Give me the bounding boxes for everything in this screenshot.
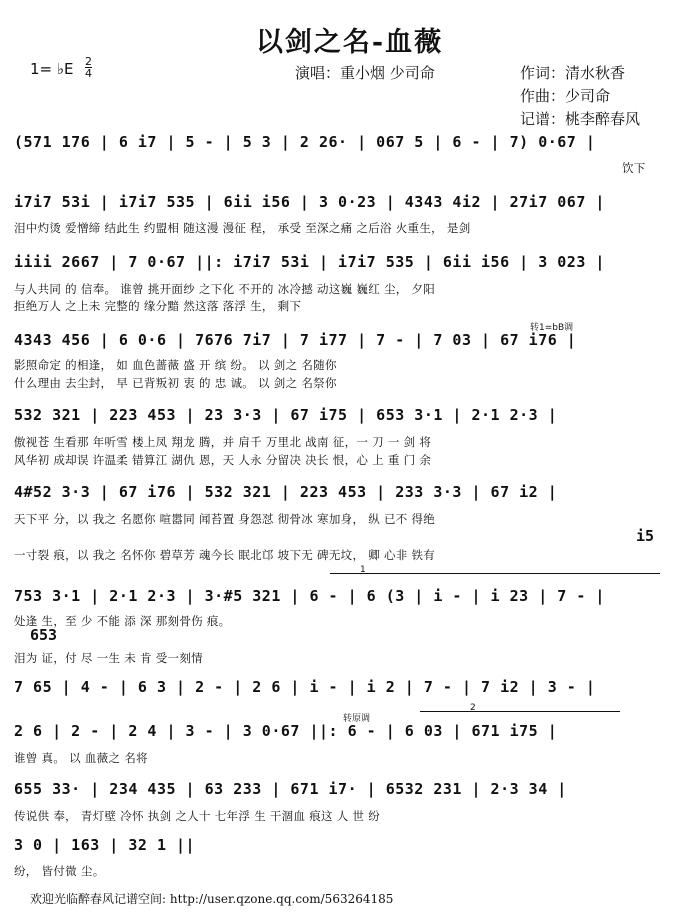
notation-row-9: 2 6 | 2 - | 2 4 | 3 - | 3 0·67 ||: 6 - | 6 03 | 671 i75 | xyxy=(14,722,558,740)
notation-row-6: 4#52 3·3 | 67 i76 | 532 321 | 223 453 | 233 3·3 | 67 i2 | xyxy=(14,483,558,501)
lyric-row-11: 纷， 皆付微 尘。 xyxy=(14,864,105,878)
volta-bracket-2 xyxy=(420,711,620,713)
lyric-row-3a: 与人共同 的 信奉。 谁曾 挑开面纱 之下化 不开的 冰冷撼 动这巍 巍红 尘， 夕阳 xyxy=(14,282,436,296)
alt-notes: i5 xyxy=(636,527,655,545)
modulation-note-1: 转1=bB调 xyxy=(530,323,574,333)
volta-label-1: 1 xyxy=(360,565,366,575)
modulation-note-2: 转原调 xyxy=(343,714,371,724)
notation-row-4: 4343 456 | 6 0·6 | 7676 7i7 | 7 i77 | 7 - | 7 03 | 67 i76 | xyxy=(14,331,577,349)
volta-label-2: 2 xyxy=(470,703,476,713)
footer-credit: 欢迎光临醉春风记谱空间: http://user.qzone.qq.com/563264185 xyxy=(30,892,394,906)
notation-row-3: iiii 2667 | 7 0·67 ||: i7i7 53i | i7i7 535 | 6ii i56 | 3 023 | xyxy=(14,253,605,271)
singers: 演唱：重小烟 少司命 xyxy=(295,64,435,82)
song-title: 以剑之名-血薇 xyxy=(255,27,444,58)
lyric-row-5b: 风华初 成却误 许温柔 错算江 湖仇 恩，天 人永 分留决 决长 恨，心 上 重 门 余 xyxy=(14,453,432,467)
lyric-row-4b: 什么理由 去尘封， 早 已背叛初 衷 的 忠 诚。 以 剑之 名祭你 xyxy=(14,376,337,390)
notation-row-10: 655 33· | 234 435 | 63 233 | 671 i7· | 6532 231 | 2·3 34 | xyxy=(14,780,567,798)
lyricist: 作词：清水秋香 xyxy=(520,64,626,82)
lyric-row-5a: 傲视苍 生看那 年听雪 楼上凤 翔龙 腾，并 肩千 万里北 战南 征，一 刀 一 剑 将 xyxy=(14,435,432,449)
lyric-row-7b: 泪为 证，付 尽 一生 未 肯 受一刻情 xyxy=(14,651,203,665)
notation-row-7: 753 3·1 | 2·1 2·3 | 3·#5 321 | 6 - | 6 (3 | i - | i 23 | 7 - | xyxy=(14,587,605,605)
composer: 作曲：少司命 xyxy=(520,87,611,105)
lyric-row-9: 谁曾 真。 以 血薇之 名将 xyxy=(14,751,148,765)
lyric-row-6b: 一寸裂 痕，以 我之 名怀你 碧草芳 魂今长 眠北邙 坡下无 碑无坟， 卿 心非 铁有 xyxy=(14,548,436,562)
meter-bottom: 4 xyxy=(85,67,92,80)
lyric-row-10: 传说供 奉， 青灯壁 冷怀 执剑 之人十 七年浮 生 干涸血 痕这 人 世 纷 xyxy=(14,809,381,823)
lyric-row-2: 泪中灼烫 爱憎缔 结此生 约盟相 随这漫 漫征 程， 承受 至深之痛 之后浴 火重生， 是剑 xyxy=(14,221,471,235)
lyric-row-4a: 影照命定 的相逢， 如 血色蔷薇 盛 开 缤 纷。 以 剑之 名随你 xyxy=(14,358,337,372)
notation-row-5: 532 321 | 223 453 | 23 3·3 | 67 i75 | 653 3·1 | 2·1 2·3 | xyxy=(14,406,558,424)
notation-row-2: i7i7 53i | i7i7 535 | 6ii i56 | 3 0·23 | 4343 4i2 | 27i7 067 | xyxy=(14,193,605,211)
lyric-row-3b: 拒绝万人 之上未 完整的 缘分黯 然这落 落浮 生， 剩下 xyxy=(14,299,302,313)
transcriber: 记谱：桃李醉春风 xyxy=(520,110,641,128)
alt-notes-2: 653 xyxy=(30,626,58,644)
lyric-row-6: 天下平 分，以 我之 名愿你 喧嚣同 闻苔置 身怨怼 彻骨冰 寒加身， 纵 已不 得绝 xyxy=(14,512,436,526)
key-signature: 1= ♭E xyxy=(30,60,74,78)
time-signature xyxy=(85,56,92,79)
meter-top: 2 xyxy=(85,55,92,68)
notation-row-1: (571 176 | 6 i7 | 5 - | 5 3 | 2 26· | 067 5 | 6 - | 7) 0·67 | xyxy=(14,133,596,151)
volta-bracket-1 xyxy=(330,573,660,575)
notation-row-8: 7 65 | 4 - | 6 3 | 2 - | 2 6 | i - | i 2 | 7 - | 7 i2 | 3 - | xyxy=(14,678,596,696)
chorus-intro-lyric: 饮下 xyxy=(622,161,646,175)
notation-row-11: 3 0 | 163 | 32 1 || xyxy=(14,836,196,854)
lyric-row-7: 处逢 生，至 少 不能 添 深 那刻骨伤 痕。 xyxy=(14,614,231,628)
